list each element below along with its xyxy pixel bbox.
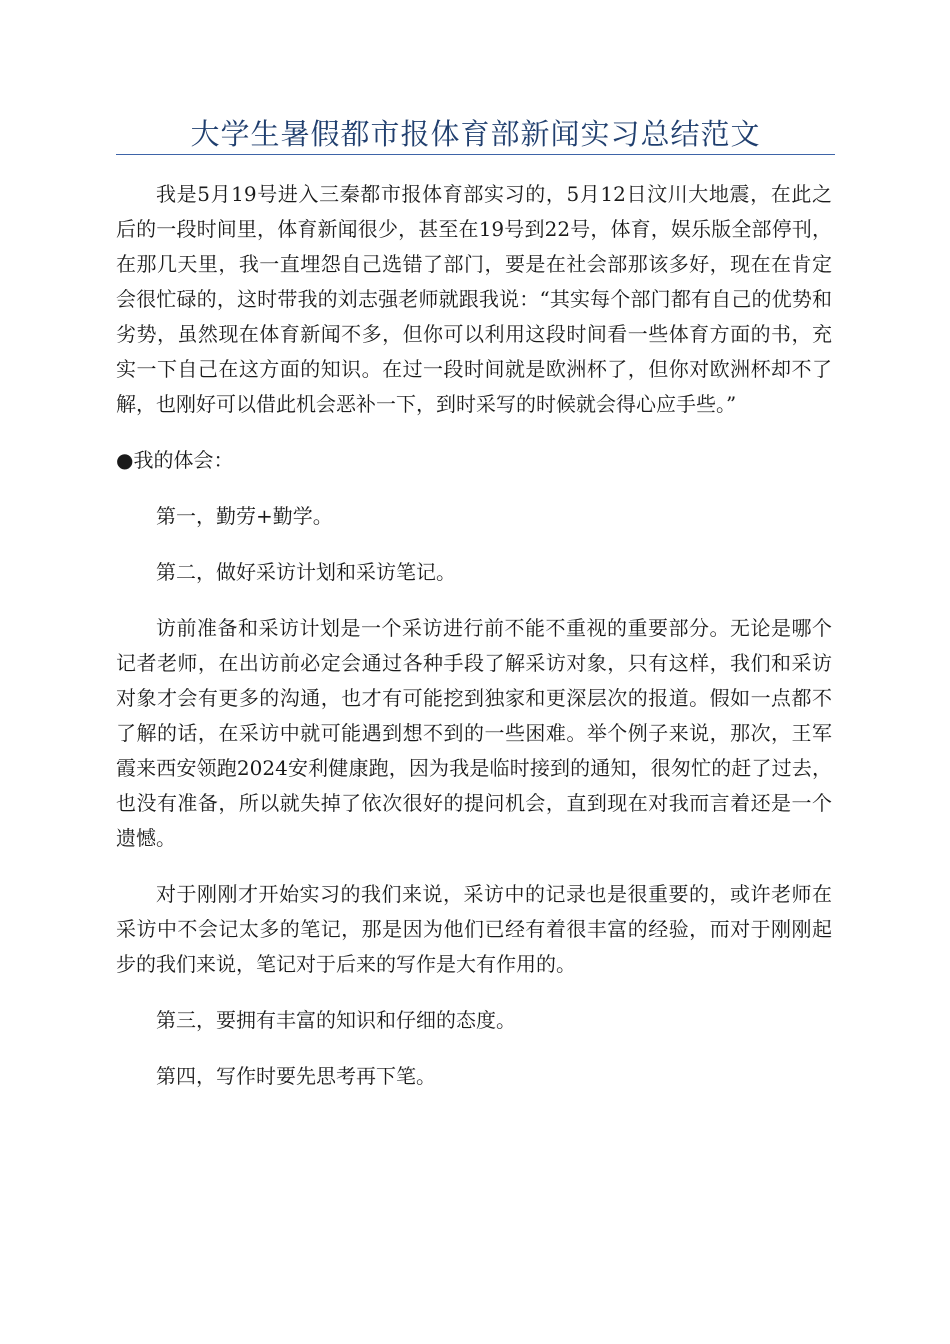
point-one: 第一，勤劳+勤学。 <box>156 504 333 528</box>
point-two: 第二，做好采访计划和采访笔记。 <box>156 560 456 584</box>
document-body <box>116 177 832 1115</box>
point-four: 第四，写作时要先思考再下笔。 <box>156 1064 436 1088</box>
point-three: 第三，要拥有丰富的知识和仔细的态度。 <box>156 1008 516 1032</box>
paragraph-note-taking: 对于刚刚才开始实习的我们来说，采访中的记录也是很重要的，或许老师在采访中不会记太多的笔记，那是因为他们已经有着很丰富的经验，而对于刚刚起步的我们来说，笔记对于后来的写作是大有作用的。 <box>116 882 832 976</box>
section-heading-experience: ●我的体会： <box>116 448 234 472</box>
document-title: 大学生暑假都市报体育部新闻实习总结范文 <box>190 117 761 151</box>
paragraph-interview-prep: 访前准备和采访计划是一个采访进行前不能不重视的重要部分。无论是哪个记者老师，在出访前必定会通过各种手段了解采访对象，只有这样，我们和采访对象才会有更多的沟通，也才有可能挖到独家和更深层次的报道。假如一点都不了解的话，在采访中就可能遇到想不到的一些困难。举个例子来说，那次，王军霞来西安领跑2024安利健康跑，因为我是临时接到的通知，很匆忙的赶了过去，也没有准备，所以就失掉了依次很好的提问机会，直到现在对我而言着还是一个遗憾。 <box>116 616 832 850</box>
paragraph-intro: 我是5月19号进入三秦都市报体育部实习的，5月12日汶川大地震，在此之后的一段时间里，体育新闻很少，甚至在19号到22号，体育，娱乐版全部停刊，在那几天里，我一直埋怨自己选错了部门，要是在社会部那该多好，现在在肯定会很忙碌的，这时带我的刘志强老师就跟我说：“其实每个部门都有自己的优势和劣势，虽然现在体育新闻不多，但你可以利用这段时间看一些体育方面的书，充实一下自己在这方面的知识。在过一段时间就是欧洲杯了，但你对欧洲杯却不了解，也刚好可以借此机会恶补一下，到时采写的时候就会得心应手些。” <box>116 182 832 416</box>
title-underline <box>116 154 835 155</box>
